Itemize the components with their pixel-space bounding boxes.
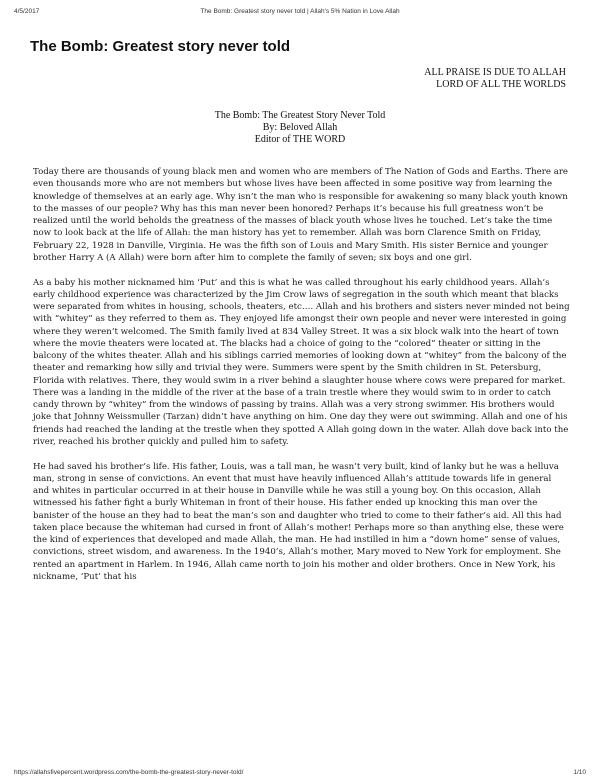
paragraph: As a baby his mother nicknamed him ‘Put’ and this is what he was called throughout his early childhood years. Allah’s early childhood experience was characterized by the Jim Crow laws of segregation in the south which meant that blacks were separated from whites in housing, schools, theaters, etc…. Allah and his brothers and sisters never minded not being with “whitey” as they referred to them as. They enjoyed life amongst their own people and never were interested in going where they weren’t welcomed. The Smith family lived at 834 Valley Street. It was a six block walk into the heart of town where the movie theaters were located at. The blacks had a choice of going to the “colored” theater or sitting in the balcony of the whites theater. Allah and his siblings carried memories of looking down at “whitey” from the balcony of the theater and remarking how silly and trivial they were. Summers were spent by the Smith children in St. Petersburg, Florida with relatives. There, they would swim in a river behind a slaughter house where cows were prepared for market. There was a landing in the middle of the river at the base of a train trestle where they would swim to in order to catch candy thrown by “whitey” from the windows of passing by trains. Allah was a very strong swimmer. His brothers would joke that Johnny Weissmuller (Tarzan) didn’t have anything on him. One day they were out swimming. Allah and one of his friends had reached the landing at the trestle when they spotted A Allah going down in the water. Allah dove back into the river, reached his brother quickly and pulled him to safety. — [33, 277, 570, 447]
print-date: 4/5/2017 — [14, 8, 40, 15]
article-author: By: Beloved Allah — [262, 122, 338, 133]
paragraph: Today there are thousands of young black men and women who are members of The Nation of Gods and Earths. There are even thousands more who are not members but whose lives have been affected in some positive way from learning the knowledge of themselves at an early age. Why isn’t the man who is responsible for awakening so many black youth known to the masses of our people? Why has this man never been honored? Perhaps it’s because his full greatness won’t be realized until the world beholds the greatness of the masses of black youth whose lives he touched. Let’s take the time now to look back at the life of Allah: the man history has yet to remember. Allah was born Clarence Smith on Friday, February 22, 1928 in Danville, Virginia. He was the fifth son of Louis and Mary Smith. His sister Bernice and younger brother Harry A (A Allah) were born after him to complete the family of seven; six boys and one girl. — [33, 167, 569, 263]
print-page-number: 1/10 — [573, 769, 586, 776]
print-url[interactable]: https://allahsfivepercent.wordpress.com/the-bomb-the-greatest-story-never-told/ — [14, 769, 244, 776]
article-body — [33, 166, 570, 596]
paragraph: He had saved his brother’s life. His father, Louis, was a tall man, he wasn’t very built, kind of lanky but he was a helluva man, strong in sense of convictions. An event that must have heavily influenced Allah’s attitude towards life in general and whites in particular occurred in at their house in Danville while he was still a young boy. On this occasion, Allah witnessed his father fight a burly Whiteman in front of their house. His father ended up knocking this man over the banister of the house an they had to beat the man’s son and daughter who tried to come to their father’s aid. All this had taken place because the whiteman had cursed in front of Allah’s mother! Perhaps more so than anything else, these were the kind of experiences that developed and made Allah, the man. He had instilled in him a “down home” sense of values, convictions, street wisdom, and awareness. In the 1940’s, Allah’s mother, Mary moved to New York for employment. She rented an apartment in Harlem. In 1946, Allah came north to join his mother and older brothers. Once in New York, his nickname, ‘Put’ that his — [33, 461, 564, 582]
praise-line-2: LORD OF ALL THE WORLDS — [436, 79, 566, 90]
praise-line-1: ALL PRAISE IS DUE TO ALLAH — [424, 67, 566, 78]
page-title: The Bomb: Greatest story never told — [30, 38, 291, 55]
praise-heading — [424, 67, 566, 91]
article-author-role: Editor of THE WORD — [254, 134, 346, 145]
print-page-title: The Bomb: Greatest story never told | Allah's 5% Nation in Love Allah — [200, 8, 400, 15]
article-byline — [0, 110, 600, 146]
article-title: The Bomb: The Greatest Story Never Told — [214, 110, 386, 121]
